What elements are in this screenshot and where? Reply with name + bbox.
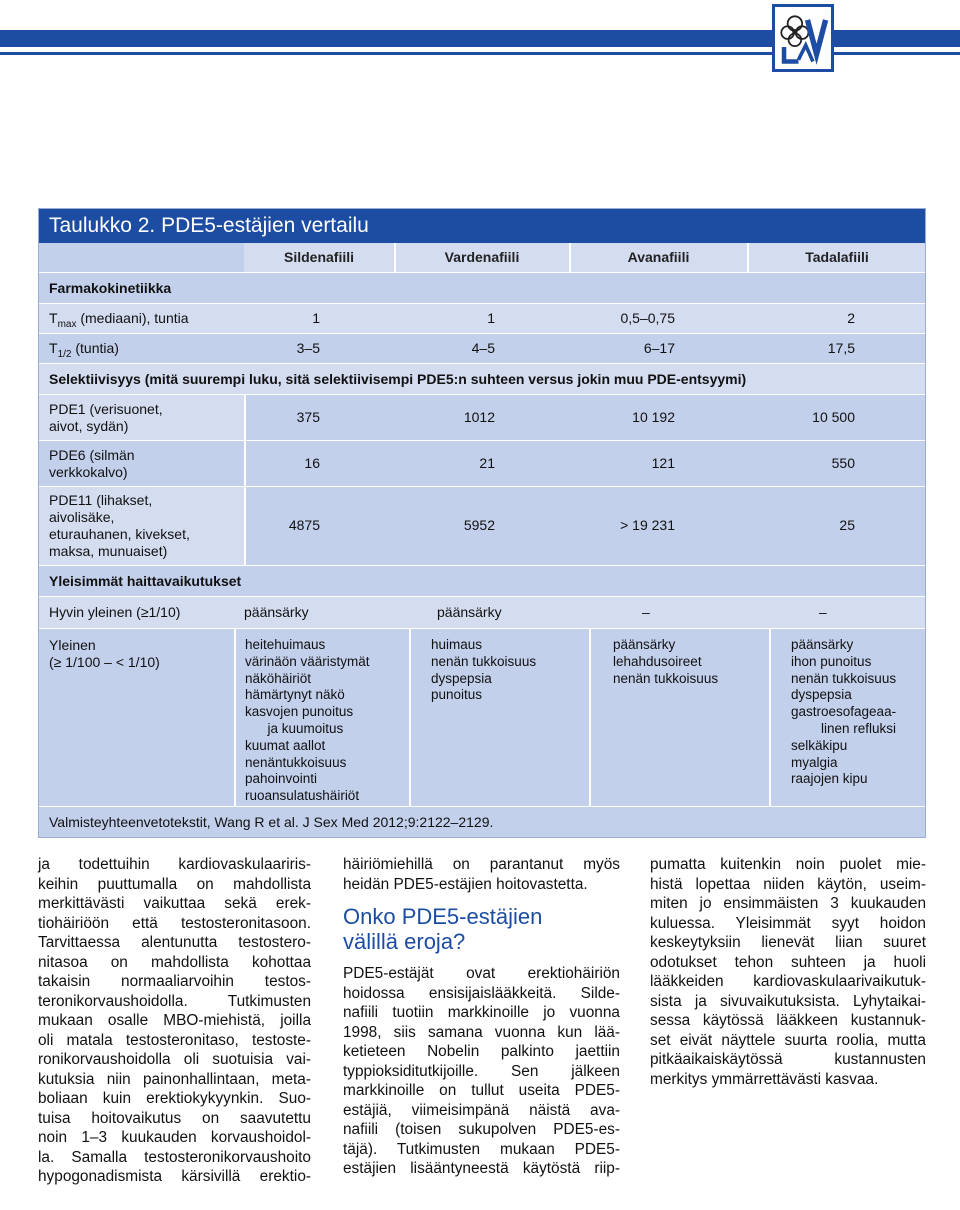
thalf-vardenafiili: 4–5 <box>471 340 495 356</box>
text-line: mukaan osalle MBO-miehistä, joilla <box>38 1012 311 1029</box>
pde1-vardenafiili: 1012 <box>463 409 495 425</box>
pde6-label: PDE6 (silmän verkkokalvo) <box>49 447 135 480</box>
article-column-1 <box>38 855 311 1187</box>
column-2-text-body <box>343 964 620 1179</box>
pde11-label: PDE11 (lihakset, aivolisäke, eturauhanen, kivekset, maksa, munuaiset) <box>49 492 190 559</box>
pde6-sildenafiili: 16 <box>304 455 320 471</box>
text-line: PDE5-estäjät ovat erektiohäiriön <box>343 965 620 982</box>
article-column-2 <box>343 855 620 1179</box>
logo <box>772 4 834 72</box>
pde11-vardenafiili: 5952 <box>463 517 495 533</box>
text-line: boliaan kuin erektiokykyynkin. Suo- <box>38 1090 311 1107</box>
very-common-avanafiili: – <box>642 604 650 620</box>
section-heading: Onko PDE5-estäjien välillä eroja? <box>343 904 543 954</box>
table-header-row <box>39 243 925 273</box>
table-row-pde6 <box>39 441 925 487</box>
text-line: merkittävästi vaikuttaa sekä erek- <box>38 895 311 912</box>
common-tadalafiili: päänsärky ihon punoitus nenän tukkoisuus dyspepsia gastroesofageaa- linen refluksi selkäkipu myalgia raajojen kipu <box>791 637 897 787</box>
text-line: lääkkeiden kardiovaskulaarivaikutuk- <box>650 973 926 990</box>
text-line: keskeytyksiin lienevät liian suuret <box>650 934 926 951</box>
very-common-tadalafiili: – <box>819 604 827 620</box>
very-common-sildenafiili: päänsärky <box>244 604 309 620</box>
pde11-tadalafiili: 25 <box>839 517 855 533</box>
section-selectivity: Selektiivisyys (mitä suurempi luku, sitä selektiivisempi PDE5:n suhteen versus jokin muu PDE-entsyymi) <box>39 364 925 395</box>
text-line: heidän PDE5-estäjien hoitovastetta. <box>343 875 588 893</box>
text-line: kuluessa. Yleisimmät syyt hoidon <box>650 914 926 932</box>
table-row-tmax <box>39 304 925 334</box>
text-line: nitasoa on mahdollista kohottaa <box>38 953 311 971</box>
thalf-sildenafiili: 3–5 <box>296 340 320 356</box>
common-label: Yleinen (≥ 1/100 – < 1/10) <box>49 637 160 670</box>
thalf-label: $T_{1/2}$ (tuntia) <box>49 340 119 360</box>
table-row-pde1 <box>39 395 925 441</box>
text-line: oli matala testosteronitaso, testoste- <box>38 1031 311 1049</box>
comparison-table <box>38 208 926 838</box>
table-footnote: Valmisteyhteenvetotekstit, Wang R et al. J Sex Med 2012;9:2122–2129. <box>49 814 494 830</box>
text-line: set eivät näyttele suurta roolia, mutta <box>650 1031 926 1049</box>
text-line: merkitys ymmärrettävästi kasvaa. <box>650 1070 879 1088</box>
text-line: estäjien lisääntyneestä käytöstä riip- <box>343 1160 620 1177</box>
table-row-thalf <box>39 334 925 364</box>
table-row-pde11 <box>39 487 925 566</box>
text-line: pumatta kuitenkin noin puolet mie- <box>650 856 926 873</box>
table-title: Taulukko 2. PDE5-estäjien vertailu <box>39 209 925 243</box>
common-sildenafiili: heitehuimaus värinäön vääristymät näköhäiriöt hämärtynyt näkö kasvojen punoitus ja kuumoitus kuumat aallot nenäntukkoisuus pahoinvointi ruoansulatushäiriöt <box>245 637 370 804</box>
text-line: nafiili (toisen sukupolven PDE5-es- <box>343 1121 620 1138</box>
text-line: odotukset tehon suhteen ja huoli <box>650 953 926 971</box>
pde11-sildenafiili: 4875 <box>288 517 320 533</box>
table-row-common <box>39 629 925 807</box>
section-adverse-effects: Yleisimmät haittavaikutukset <box>39 566 925 597</box>
text-line: tuisa hoitovaikutus on saavutettu <box>38 1109 311 1127</box>
tmax-tadalafiili: 2 <box>847 310 855 326</box>
col-header-vardenafiili: Vardenafiili <box>444 249 520 265</box>
text-line: kutuksia niin painonhallintaan, meta- <box>38 1070 311 1088</box>
table-row-very-common <box>39 597 925 629</box>
text-line: keihin puuttumalla on mahdollista <box>38 875 311 893</box>
text-line: täjä). Tutkimusten mukaan PDE5- <box>343 1140 620 1158</box>
pde1-tadalafiili: 10 500 <box>812 409 855 425</box>
pde6-avanafiili: 121 <box>651 455 675 471</box>
column-1-text <box>38 855 311 1187</box>
common-vardenafiili: huimaus nenän tukkoisuus dyspepsia punoitus <box>431 637 537 703</box>
text-line: ronikorvaushoidolla oli suotuisia vai- <box>38 1051 311 1068</box>
tmax-vardenafiili: 1 <box>487 310 495 326</box>
text-line: ja todettuihin kardiovaskulaariris- <box>38 856 311 873</box>
thalf-avanafiili: 6–17 <box>643 340 675 356</box>
section-pharmacokinetics: Farmakokinetiikka <box>39 273 925 304</box>
tmax-sildenafiili: 1 <box>312 310 320 326</box>
text-line: noin 1–3 kuukauden korvaushoidol- <box>38 1129 311 1146</box>
column-3-text <box>650 855 926 1089</box>
text-line: markkinoille on tullut useita PDE5- <box>343 1082 620 1099</box>
column-2-text-top <box>343 855 620 894</box>
text-line: typpioksiditutkijoille. Sen jälkeen <box>343 1062 620 1080</box>
flower-logo-icon <box>775 7 831 69</box>
text-line: pitkäaikaiskäytössä kustannusten <box>650 1051 926 1068</box>
article-column-3 <box>650 855 926 1089</box>
pde11-avanafiili: > 19 231 <box>620 517 675 533</box>
text-line: teronikorvaushoidolla. Tutkimusten <box>38 992 311 1010</box>
text-line: häiriömiehillä on parantanut myös <box>343 856 620 873</box>
text-line: nafiili tuotiin markkinoille jo vuonna <box>343 1004 620 1021</box>
text-line: ketieteen Nobelin palkinto jaettiin <box>343 1043 620 1060</box>
text-line: sessa käytössä lääkkeen kustannuk- <box>650 1012 926 1029</box>
text-line: 1998, siis samana vuonna kun lää- <box>343 1023 620 1041</box>
thalf-tadalafiili: 17,5 <box>827 340 855 356</box>
col-header-tadalafiili: Tadalafiili <box>805 249 869 265</box>
pde6-vardenafiili: 21 <box>479 455 495 471</box>
text-line: miten jo ensimmäisten 3 kuukauden <box>650 895 926 912</box>
very-common-vardenafiili: päänsärky <box>437 604 502 620</box>
text-line: hypogonadismista kärsivillä erektio- <box>38 1168 311 1185</box>
tmax-avanafiili: 0,5–0,75 <box>620 310 675 326</box>
tmax-label: $T_{max}$ (mediaani), tuntia <box>49 310 189 330</box>
text-line: estäjiä, viimeisimpänä näistä ava- <box>343 1101 620 1119</box>
text-line: sista ja sivuvaikutuksista. Lyhytaikai- <box>650 992 926 1010</box>
text-line: hoidossa ensisijaislääkkeitä. Silde- <box>343 984 620 1002</box>
common-avanafiili: päänsärky lehahdusoireet nenän tukkoisuus <box>613 637 719 686</box>
text-line: histä lopettaa niiden käytön, useim- <box>650 875 926 893</box>
text-line: la. Samalla testosteronikorvaushoito <box>38 1148 311 1166</box>
pde1-avanafiili: 10 192 <box>632 409 675 425</box>
text-line: tiohäiriöön että testosteronitasoon. <box>38 914 311 932</box>
pde6-tadalafiili: 550 <box>831 455 855 471</box>
text-line: takaisin normaaliarvoihin testos- <box>38 973 311 990</box>
pde1-sildenafiili: 375 <box>296 409 320 425</box>
col-header-sildenafiili: Sildenafiili <box>283 249 354 265</box>
very-common-label: Hyvin yleinen (≥1/10) <box>49 604 181 620</box>
col-header-avanafiili: Avanafiili <box>627 249 690 265</box>
text-line: Tarvittaessa alentunutta testostero- <box>38 934 311 951</box>
pde1-label: PDE1 (verisuonet, aivot, sydän) <box>49 401 163 434</box>
